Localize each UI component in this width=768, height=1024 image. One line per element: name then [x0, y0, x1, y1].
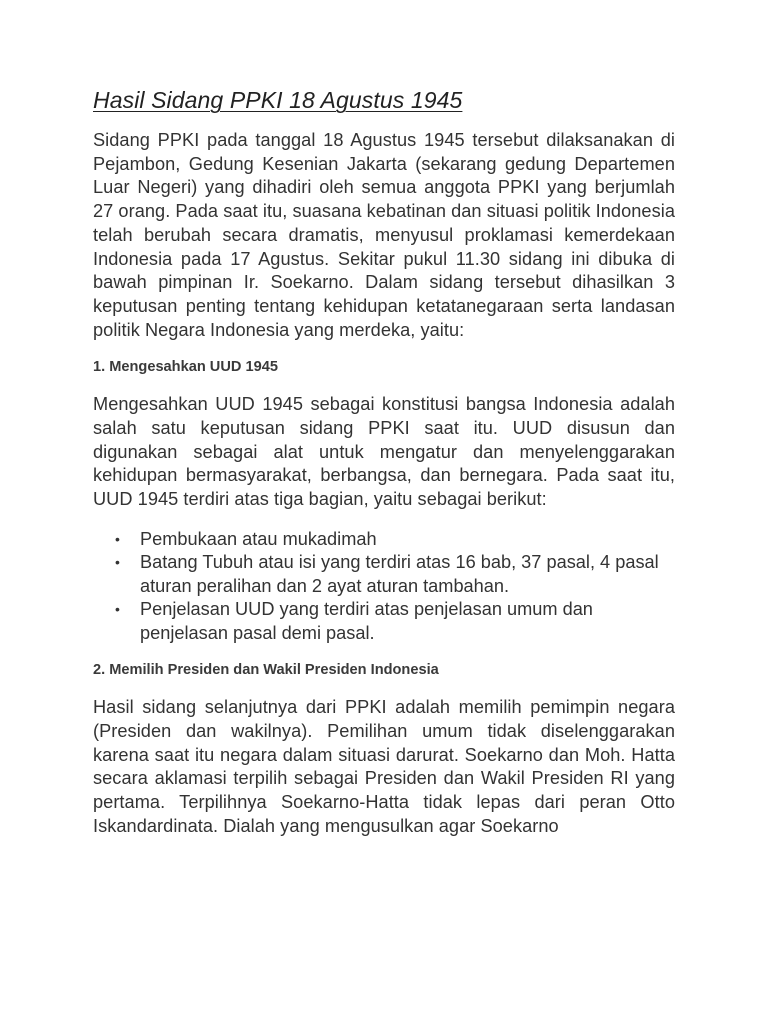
list-item [93, 598, 675, 645]
list-item [93, 528, 675, 552]
section1-paragraph: Mengesahkan UUD 1945 sebagai konstitusi bangsa Indonesia adalah salah satu keputusan sidang PPKI saat itu. UUD disusun dan digunakan sebagai alat untuk mengatur dan menyelenggarakan kehidupan bermasyarakat, berbangsa, dan bernegara. Pada saat itu, UUD 1945 terdiri atas tiga bagian, yaitu sebagai berikut: [93, 394, 675, 510]
list-item-text: Batang Tubuh atau isi yang terdiri atas 16 bab, 37 pasal, 4 pasal aturan peralihan dan 2 ayat aturan tambahan. [140, 552, 659, 596]
document-page [93, 86, 675, 839]
bullet-icon: • [115, 601, 120, 618]
section-heading-1: 1. Mengesahkan UUD 1945 [93, 359, 278, 376]
list-item-text: Pembukaan atau mukadimah [140, 528, 377, 549]
bullet-icon: • [115, 554, 120, 571]
list-item-text: Penjelasan UUD yang terdiri atas penjelasan umum dan penjelasan pasal demi pasal. [140, 599, 593, 643]
section2-paragraph: Hasil sidang selanjutnya dari PPKI adalah memilih pemimpin negara (Presiden dan wakilnya). Pemilihan umum tidak diselenggarakan karena saat itu negara dalam situasi darurat. Soekarno dan Moh. Hatta secara aklamasi terpilih sebagai Presiden dan Wakil Presiden RI yang pertama. Terpilihnya Soekarno-Hatta tidak lepas dari peran Otto Iskandardinata. Dialah yang mengusulkan agar Soekarno [93, 697, 675, 836]
uud-parts-list [93, 528, 675, 646]
section-heading-2: 2. Memilih Presiden dan Wakil Presiden Indonesia [93, 662, 439, 679]
list-item [93, 551, 675, 598]
intro-paragraph: Sidang PPKI pada tanggal 18 Agustus 1945 tersebut dilaksanakan di Pejambon, Gedung Kesenian Jakarta (sekarang gedung Departemen Luar Negeri) yang dihadiri oleh semua anggota PPKI yang berjumlah 27 orang. Pada saat itu, suasana kebatinan dan situasi politik Indonesia telah berubah secara dramatis, menyusul proklamasi kemerdekaan Indonesia pada 17 Agustus. Sekitar pukul 11.30 sidang ini dibuka di bawah pimpinan Ir. Soekarno. Dalam sidang tersebut dihasilkan 3 keputusan penting tentang kehidupan ketatanegaraan serta landasan politik Negara Indonesia yang merdeka, yaitu: [93, 130, 675, 340]
document-title: Hasil Sidang PPKI 18 Agustus 1945 [93, 87, 463, 113]
bullet-icon: • [115, 530, 120, 547]
